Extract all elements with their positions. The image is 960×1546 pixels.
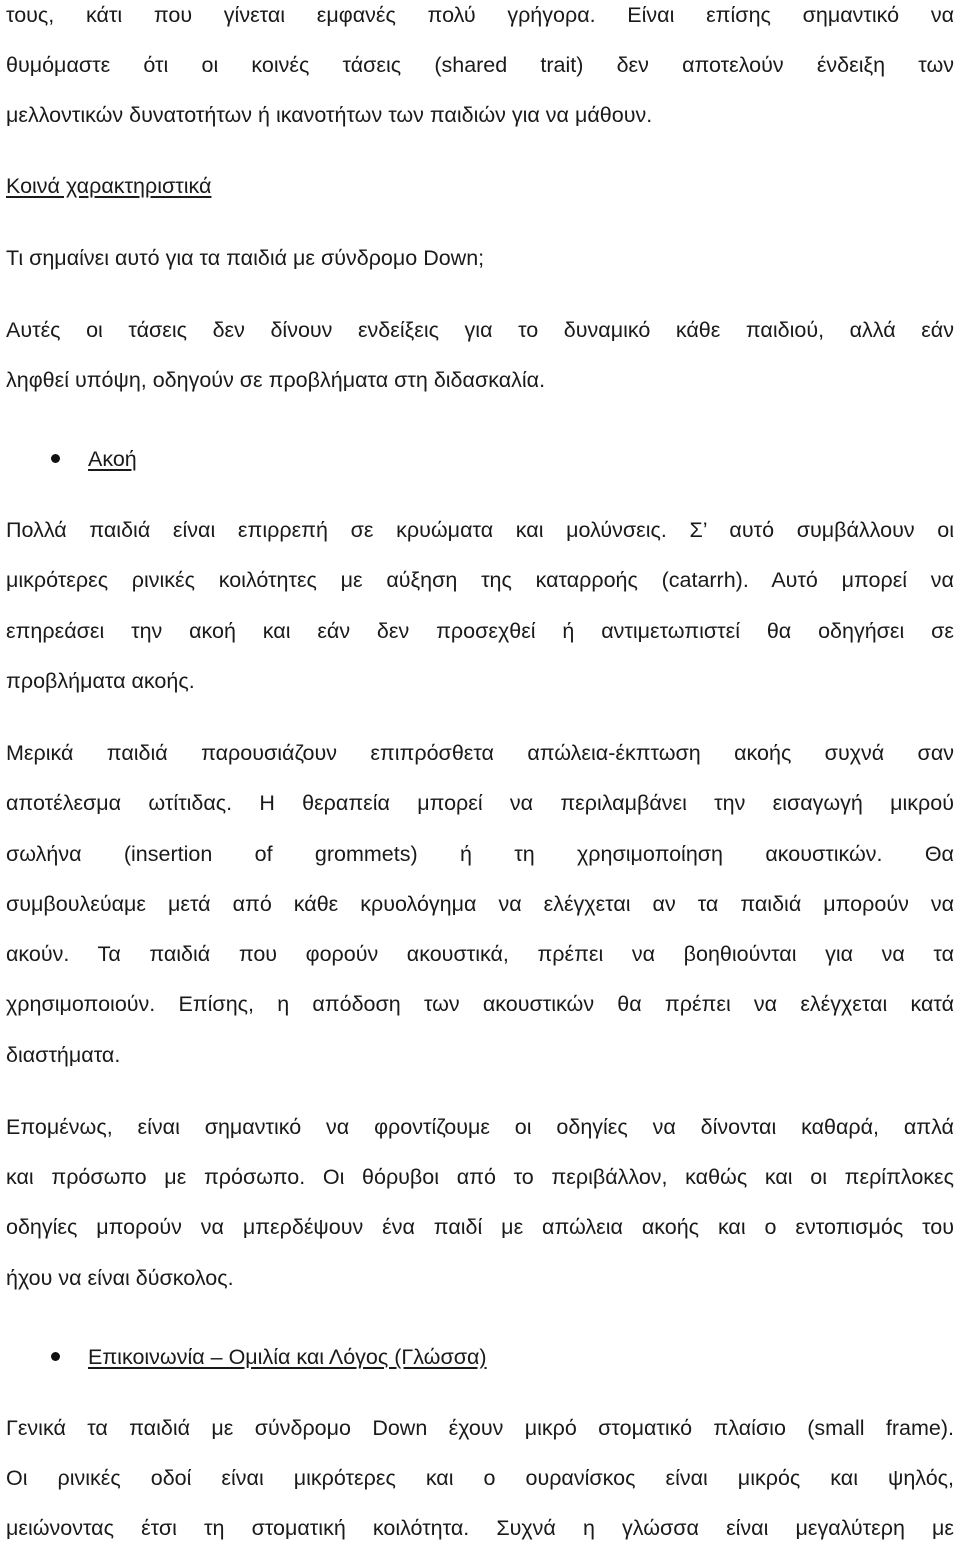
section-question: Τι σημαίνει αυτό για τα παιδιά με σύνδρομο Down; — [6, 246, 485, 270]
bullet-label: Ακοή — [88, 447, 137, 471]
paragraph-instructions-line: οδηγίες μπορούν να μπερδέψουν ένα παιδί με απώλεια ακοής και ο εντοπισμός του — [6, 1215, 954, 1239]
paragraph-hearing-loss-line: ακούν. Τα παιδιά που φορούν ακουστικά, πρέπει να βοηθιούνται για να τα — [6, 942, 954, 966]
paragraph-hearing-line: προβλήματα ακοής. — [6, 669, 195, 693]
paragraph-hearing-loss-line: διαστήματα. — [6, 1043, 121, 1067]
bullet-dot-icon — [51, 1352, 60, 1361]
paragraph-instructions-line: Επομένως, είναι σημαντικό να φροντίζουμε οι οδηγίες να δίνονται καθαρά, απλά — [6, 1115, 954, 1139]
paragraph-intro-line: μελλοντικών δυνατοτήτων ή ικανοτήτων των παιδιών για να μάθουν. — [6, 103, 653, 127]
paragraph-hearing-line: Πολλά παιδιά είναι επιρρεπή σε κρυώματα και μολύνσεις. Σ’ αυτό συμβάλλουν οι — [6, 518, 954, 542]
paragraph-hearing-loss-line: αποτέλεσμα ωτίτιδας. Η θεραπεία μπορεί να περιλαμβάνει την εισαγωγή μικρού — [6, 791, 954, 815]
paragraph-intro-line: τους, κάτι που γίνεται εμφανές πολύ γρήγορα. Είναι επίσης σημαντικό να — [6, 3, 954, 27]
paragraph-intro-line: θυμόμαστε ότι οι κοινές τάσεις (shared trait) δεν αποτελούν ένδειξη των — [6, 53, 954, 77]
paragraph-communication-line: Οι ρινικές οδοί είναι μικρότερες και ο ουρανίσκος είναι μικρός και ψηλός, — [6, 1466, 954, 1490]
paragraph-instructions-line: και πρόσωπο με πρόσωπο. Οι θόρυβοι από το περιβάλλον, καθώς και οι περίπλοκες — [6, 1165, 954, 1189]
bullet-label: Επικοινωνία – Ομιλία και Λόγος (Γλώσσα) — [88, 1345, 487, 1369]
paragraph-hearing-loss-line: χρησιμοποιούν. Επίσης, η απόδοση των ακουστικών θα πρέπει να ελέγχεται κατά — [6, 992, 954, 1016]
paragraph-hearing-line: επηρεάσει την ακοή και εάν δεν προσεχθεί ή αντιμετωπιστεί θα οδηγήσει σε — [6, 619, 954, 643]
paragraph-hearing-loss-line: συμβουλεύαμε μετά από κάθε κρυολόγημα να ελέγχεται αν τα παιδιά μπορούν να — [6, 892, 954, 916]
paragraph-communication-line: μειώνοντας έτσι τη στοματική κοιλότητα. Συχνά η γλώσσα είναι μεγαλύτερη με — [6, 1516, 954, 1540]
paragraph-hearing-line: μικρότερες ρινικές κοιλότητες με αύξηση της καταρροής (catarrh). Αυτό μπορεί να — [6, 568, 954, 592]
paragraph-instructions-line: ήχου να είναι δύσκολος. — [6, 1266, 234, 1290]
paragraph-tendencies-line: ληφθεί υπόψη, οδηγούν σε προβλήματα στη διδασκαλία. — [6, 368, 546, 392]
paragraph-hearing-loss-line: σωλήνα (insertion of grommets) ή τη χρησιμοποίηση ακουστικών. Θα — [6, 842, 954, 866]
paragraph-communication-line: Γενικά τα παιδιά με σύνδρομο Down έχουν μικρό στοματικό πλαίσιο (small frame). — [6, 1416, 954, 1440]
paragraph-tendencies-line: Αυτές οι τάσεις δεν δίνουν ενδείξεις για το δυναμικό κάθε παιδιού, αλλά εάν — [6, 318, 954, 342]
paragraph-hearing-loss-line: Μερικά παιδιά παρουσιάζουν επιπρόσθετα απώλεια-έκπτωση ακοής συχνά σαν — [6, 741, 954, 765]
bullet-dot-icon — [51, 454, 60, 463]
section-heading-common-traits: Κοινά χαρακτηριστικά — [6, 174, 212, 198]
